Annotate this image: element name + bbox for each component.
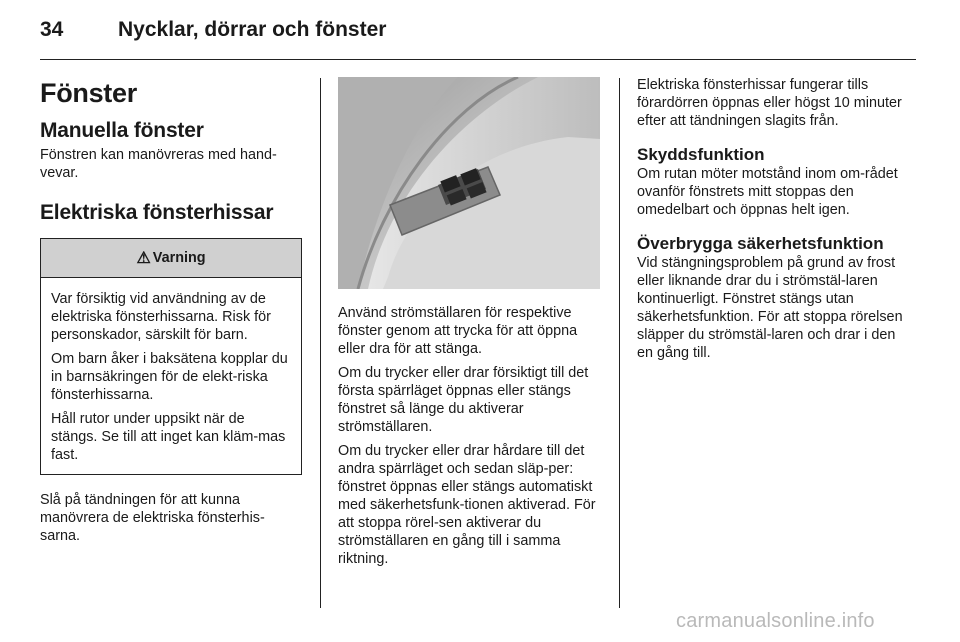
header-rule: [40, 59, 916, 60]
text-second-detent: Om du trycker eller drar hårdare till det andra spärrläget och sedan släp-per: fönstret öppnas eller stängs automatiskt med säkerhetsfunk-tionen aktiverad. För att stoppa rörel-sen aktiverar du strömställaren en gång till i samma riktning.: [338, 443, 596, 567]
section-title-windows: Fönster: [40, 78, 137, 108]
text-operation-duration: Elektriska fönsterhissar fungerar tills förardörren öppnas eller högst 10 minuter efter att tändningen slagits från.: [637, 77, 902, 129]
text-ignition: Slå på tändningen för att kunna manövrera de elektriska fönsterhis-sarna.: [40, 492, 265, 544]
warning-text-3: Håll rutor under uppsikt när de stängs. Se till att inget kan kläm-mas fast.: [51, 411, 286, 463]
text-switch-usage: Använd strömställaren för respektive fönster genom att trycka för att öppna eller dra för att stänga.: [338, 305, 578, 357]
column-2: [338, 304, 600, 568]
column-1: [40, 70, 302, 545]
warning-box: [40, 238, 302, 475]
warning-text-2: Om barn åker i baksätena kopplar du in barnsäkringen för de elekt-riska fönsterhissarna.: [51, 351, 288, 403]
text-manual-windows: Fönstren kan manövreras med hand-vevar.: [40, 147, 277, 181]
chapter-title: Nycklar, dörrar och fönster: [118, 18, 387, 41]
warning-title: Varning: [152, 250, 206, 266]
text-safety-function: Om rutan möter motstånd inom om-rådet ovanför fönstrets mitt stoppas den omedelbart och öppnas helt igen.: [637, 166, 898, 218]
text-override-safety: Vid stängningsproblem på grund av frost eller liknande drar du i strömstäl-laren kontinuerligt. Fönstret stängs utan säkerhetsfunktion. För att stoppa rörelsen släpper du strömstäl-laren och drar i den en gång till.: [637, 255, 903, 361]
column-divider-1: [320, 78, 321, 608]
heading-override-safety: Överbrygga säkerhetsfunktion: [637, 234, 884, 253]
heading-manual-windows: Manuella fönster: [40, 119, 204, 142]
heading-safety-function: Skyddsfunktion: [637, 145, 765, 164]
page-number: 34: [40, 18, 64, 41]
text-first-detent: Om du trycker eller drar försiktigt till det första spärrläget öppnas eller stängs fönstret så länge du aktiverar strömställaren.: [338, 365, 589, 435]
column-divider-2: [619, 78, 620, 608]
warning-triangle-icon: ⚠: [136, 250, 151, 267]
door-window-switch-photo: [338, 77, 600, 289]
watermark: carmanualsonline.info: [676, 610, 875, 632]
warning-body: [41, 278, 301, 474]
warning-text-1: Var försiktig vid användning av de elektriska fönsterhissarna. Risk för personskador, särskilt för barn.: [51, 291, 271, 343]
heading-electric-windows: Elektriska fönsterhissar: [40, 201, 274, 224]
warning-header: [41, 239, 301, 278]
page-header: [40, 18, 916, 48]
column-3: [637, 76, 909, 362]
